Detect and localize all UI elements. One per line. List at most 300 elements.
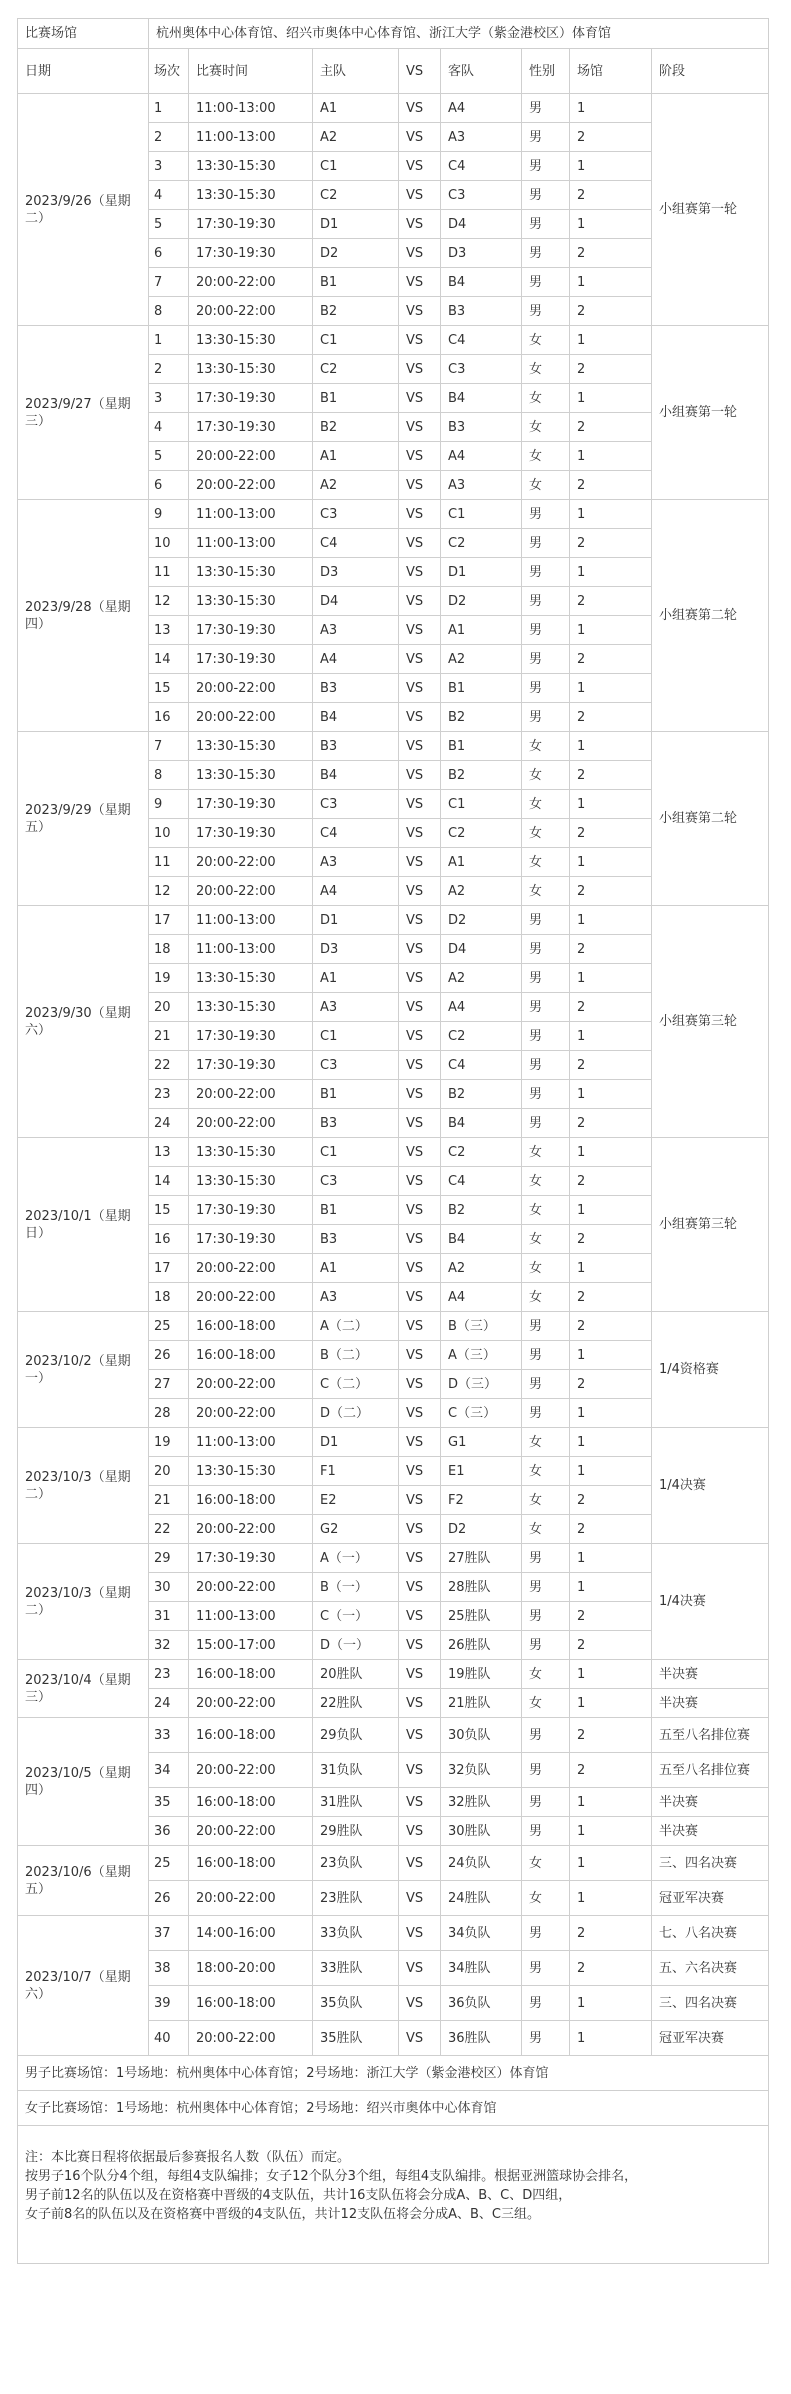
- venue-cell: 2: [570, 1225, 652, 1254]
- away-cell: D1: [441, 558, 522, 587]
- match-row: [18, 1718, 769, 1753]
- stage-cell: 小组赛第三轮: [652, 906, 769, 1138]
- time-cell: 20:00-22:00: [189, 1515, 313, 1544]
- time-cell: 17:30-19:30: [189, 1051, 313, 1080]
- venue-cell: 1: [570, 964, 652, 993]
- time-cell: 20:00-22:00: [189, 268, 313, 297]
- vs-cell: VS: [399, 442, 441, 471]
- away-cell: 32负队: [441, 1753, 522, 1788]
- no-cell: 7: [149, 268, 189, 297]
- away-cell: C4: [441, 152, 522, 181]
- stage-cell: 小组赛第一轮: [652, 94, 769, 326]
- gender-cell: 男: [522, 210, 570, 239]
- venue-cell: 2: [570, 239, 652, 268]
- vs-cell: VS: [399, 1399, 441, 1428]
- footnote-row: [18, 2126, 769, 2264]
- gender-cell: 男: [522, 152, 570, 181]
- venue-cell: 2: [570, 181, 652, 210]
- time-cell: 11:00-13:00: [189, 94, 313, 123]
- no-cell: 31: [149, 1602, 189, 1631]
- venue-cell: 1: [570, 2021, 652, 2056]
- vs-cell: VS: [399, 703, 441, 732]
- away-cell: 19胜队: [441, 1660, 522, 1689]
- no-cell: 22: [149, 1515, 189, 1544]
- gender-cell: 男: [522, 1573, 570, 1602]
- vs-cell: VS: [399, 1753, 441, 1788]
- home-cell: B2: [313, 413, 399, 442]
- home-cell: D1: [313, 1428, 399, 1457]
- time-cell: 17:30-19:30: [189, 384, 313, 413]
- gender-cell: 女: [522, 1689, 570, 1718]
- vs-cell: VS: [399, 761, 441, 790]
- gender-cell: 男: [522, 1753, 570, 1788]
- venue-cell: 1: [570, 500, 652, 529]
- no-cell: 2: [149, 355, 189, 384]
- home-cell: D1: [313, 906, 399, 935]
- venue-cell: 1: [570, 442, 652, 471]
- home-cell: 35胜队: [313, 2021, 399, 2056]
- match-row: [18, 1544, 769, 1573]
- time-cell: 13:30-15:30: [189, 355, 313, 384]
- away-cell: B3: [441, 413, 522, 442]
- no-cell: 26: [149, 1341, 189, 1370]
- venue-cell: 1: [570, 848, 652, 877]
- home-cell: 20胜队: [313, 1660, 399, 1689]
- away-cell: A1: [441, 848, 522, 877]
- no-cell: 11: [149, 558, 189, 587]
- time-cell: 11:00-13:00: [189, 529, 313, 558]
- gender-cell: 男: [522, 1986, 570, 2021]
- time-cell: 13:30-15:30: [189, 1138, 313, 1167]
- vs-cell: VS: [399, 1846, 441, 1881]
- home-cell: A4: [313, 645, 399, 674]
- home-cell: B3: [313, 732, 399, 761]
- away-cell: C2: [441, 529, 522, 558]
- home-cell: B1: [313, 1196, 399, 1225]
- time-cell: 20:00-22:00: [189, 297, 313, 326]
- venue-cell: 1: [570, 1788, 652, 1817]
- vs-cell: VS: [399, 1951, 441, 1986]
- vs-cell: VS: [399, 123, 441, 152]
- home-cell: C1: [313, 1022, 399, 1051]
- stage-cell: 半决赛: [652, 1660, 769, 1689]
- no-cell: 13: [149, 616, 189, 645]
- no-cell: 29: [149, 1544, 189, 1573]
- venue-cell: 1: [570, 1022, 652, 1051]
- time-cell: 16:00-18:00: [189, 1486, 313, 1515]
- vs-cell: VS: [399, 1457, 441, 1486]
- no-cell: 26: [149, 1881, 189, 1916]
- no-cell: 35: [149, 1788, 189, 1817]
- no-cell: 25: [149, 1312, 189, 1341]
- vs-cell: VS: [399, 674, 441, 703]
- venue-cell: 1: [570, 1428, 652, 1457]
- stage-cell: 半决赛: [652, 1788, 769, 1817]
- time-cell: 13:30-15:30: [189, 993, 313, 1022]
- away-cell: B4: [441, 1109, 522, 1138]
- col-venue: 场馆: [570, 49, 652, 94]
- home-cell: B3: [313, 674, 399, 703]
- no-cell: 4: [149, 413, 189, 442]
- gender-cell: 男: [522, 500, 570, 529]
- home-cell: A3: [313, 1283, 399, 1312]
- date-cell: 2023/10/3（星期二）: [18, 1428, 149, 1544]
- home-cell: D（二）: [313, 1399, 399, 1428]
- date-cell: 2023/10/3（星期二）: [18, 1544, 149, 1660]
- vs-cell: VS: [399, 355, 441, 384]
- no-cell: 37: [149, 1916, 189, 1951]
- gender-cell: 男: [522, 1109, 570, 1138]
- home-cell: A2: [313, 123, 399, 152]
- home-cell: C2: [313, 181, 399, 210]
- gender-cell: 女: [522, 877, 570, 906]
- vs-cell: VS: [399, 239, 441, 268]
- home-cell: G2: [313, 1515, 399, 1544]
- no-cell: 16: [149, 703, 189, 732]
- gender-cell: 男: [522, 703, 570, 732]
- no-cell: 12: [149, 587, 189, 616]
- away-cell: C4: [441, 1051, 522, 1080]
- vs-cell: VS: [399, 964, 441, 993]
- gender-cell: 男: [522, 645, 570, 674]
- away-cell: D2: [441, 587, 522, 616]
- venue-cell: 2: [570, 1951, 652, 1986]
- home-cell: C1: [313, 152, 399, 181]
- away-cell: B4: [441, 384, 522, 413]
- venue-cell: 1: [570, 1080, 652, 1109]
- venue-cell: 1: [570, 906, 652, 935]
- gender-cell: 男: [522, 1051, 570, 1080]
- venue-cell: 1: [570, 616, 652, 645]
- venue-value: 杭州奥体中心体育馆、绍兴市奥体中心体育馆、浙江大学（紫金港校区）体育馆: [149, 19, 769, 49]
- venue-cell: 1: [570, 1660, 652, 1689]
- home-cell: D（一）: [313, 1631, 399, 1660]
- home-cell: C1: [313, 326, 399, 355]
- away-cell: 36胜队: [441, 2021, 522, 2056]
- no-cell: 1: [149, 94, 189, 123]
- time-cell: 20:00-22:00: [189, 848, 313, 877]
- men-venues-note: 男子比赛场馆：1号场地：杭州奥体中心体育馆；2号场地：浙江大学（紫金港校区）体育馆: [18, 2056, 769, 2091]
- women-venues-row: [18, 2091, 769, 2126]
- vs-cell: VS: [399, 1718, 441, 1753]
- vs-cell: VS: [399, 94, 441, 123]
- time-cell: 20:00-22:00: [189, 1283, 313, 1312]
- time-cell: 16:00-18:00: [189, 1312, 313, 1341]
- vs-cell: VS: [399, 2021, 441, 2056]
- time-cell: 13:30-15:30: [189, 152, 313, 181]
- time-cell: 16:00-18:00: [189, 1986, 313, 2021]
- no-cell: 21: [149, 1486, 189, 1515]
- gender-cell: 男: [522, 181, 570, 210]
- venue-cell: 2: [570, 123, 652, 152]
- time-cell: 13:30-15:30: [189, 587, 313, 616]
- col-home: 主队: [313, 49, 399, 94]
- vs-cell: VS: [399, 413, 441, 442]
- venue-cell: 1: [570, 1399, 652, 1428]
- time-cell: 13:30-15:30: [189, 1457, 313, 1486]
- time-cell: 20:00-22:00: [189, 1753, 313, 1788]
- venue-cell: 2: [570, 1515, 652, 1544]
- venue-cell: 1: [570, 210, 652, 239]
- home-cell: B4: [313, 703, 399, 732]
- away-cell: A2: [441, 877, 522, 906]
- women-venues-note: 女子比赛场馆：1号场地：杭州奥体中心体育馆；2号场地：绍兴市奥体中心体育馆: [18, 2091, 769, 2126]
- gender-cell: 女: [522, 1225, 570, 1254]
- home-cell: C2: [313, 355, 399, 384]
- home-cell: 31负队: [313, 1753, 399, 1788]
- no-cell: 14: [149, 1167, 189, 1196]
- away-cell: B2: [441, 703, 522, 732]
- away-cell: A2: [441, 645, 522, 674]
- away-cell: A（三）: [441, 1341, 522, 1370]
- time-cell: 13:30-15:30: [189, 181, 313, 210]
- col-vs: VS: [399, 49, 441, 94]
- venue-cell: 2: [570, 1312, 652, 1341]
- away-cell: A2: [441, 964, 522, 993]
- vs-cell: VS: [399, 1428, 441, 1457]
- no-cell: 9: [149, 790, 189, 819]
- home-cell: 22胜队: [313, 1689, 399, 1718]
- vs-cell: VS: [399, 1109, 441, 1138]
- stage-cell: 三、四名决赛: [652, 1846, 769, 1881]
- date-cell: 2023/10/5（星期四）: [18, 1718, 149, 1846]
- no-cell: 12: [149, 877, 189, 906]
- no-cell: 5: [149, 442, 189, 471]
- home-cell: C1: [313, 1138, 399, 1167]
- match-row: [18, 1846, 769, 1881]
- gender-cell: 女: [522, 384, 570, 413]
- gender-cell: 女: [522, 1283, 570, 1312]
- away-cell: A4: [441, 442, 522, 471]
- match-row: [18, 326, 769, 355]
- no-cell: 6: [149, 471, 189, 500]
- away-cell: D（三）: [441, 1370, 522, 1399]
- vs-cell: VS: [399, 210, 441, 239]
- gender-cell: 女: [522, 1660, 570, 1689]
- gender-cell: 男: [522, 1817, 570, 1846]
- time-cell: 17:30-19:30: [189, 1196, 313, 1225]
- no-cell: 32: [149, 1631, 189, 1660]
- home-cell: A（二）: [313, 1312, 399, 1341]
- stage-cell: 小组赛第三轮: [652, 1138, 769, 1312]
- gender-cell: 男: [522, 2021, 570, 2056]
- venue-cell: 2: [570, 1602, 652, 1631]
- vs-cell: VS: [399, 732, 441, 761]
- time-cell: 11:00-13:00: [189, 123, 313, 152]
- vs-cell: VS: [399, 616, 441, 645]
- away-cell: C（三）: [441, 1399, 522, 1428]
- time-cell: 20:00-22:00: [189, 442, 313, 471]
- vs-cell: VS: [399, 1788, 441, 1817]
- away-cell: B2: [441, 1196, 522, 1225]
- gender-cell: 女: [522, 413, 570, 442]
- vs-cell: VS: [399, 1167, 441, 1196]
- away-cell: D4: [441, 210, 522, 239]
- away-cell: 36负队: [441, 1986, 522, 2021]
- date-cell: 2023/10/4（星期三）: [18, 1660, 149, 1718]
- away-cell: C1: [441, 790, 522, 819]
- col-away: 客队: [441, 49, 522, 94]
- gender-cell: 女: [522, 355, 570, 384]
- vs-cell: VS: [399, 471, 441, 500]
- home-cell: B1: [313, 268, 399, 297]
- venue-cell: 1: [570, 1881, 652, 1916]
- no-cell: 36: [149, 1817, 189, 1846]
- gender-cell: 男: [522, 993, 570, 1022]
- schedule-page: [17, 18, 768, 2264]
- no-cell: 39: [149, 1986, 189, 2021]
- venue-cell: 1: [570, 1196, 652, 1225]
- away-cell: 25胜队: [441, 1602, 522, 1631]
- gender-cell: 男: [522, 1370, 570, 1399]
- away-cell: 24负队: [441, 1846, 522, 1881]
- home-cell: 33负队: [313, 1916, 399, 1951]
- gender-cell: 女: [522, 1138, 570, 1167]
- stage-cell: 冠亚军决赛: [652, 1881, 769, 1916]
- match-row: [18, 1312, 769, 1341]
- no-cell: 14: [149, 645, 189, 674]
- away-cell: C4: [441, 1167, 522, 1196]
- vs-cell: VS: [399, 1689, 441, 1718]
- time-cell: 16:00-18:00: [189, 1846, 313, 1881]
- vs-cell: VS: [399, 558, 441, 587]
- away-cell: A2: [441, 1254, 522, 1283]
- away-cell: B4: [441, 1225, 522, 1254]
- time-cell: 11:00-13:00: [189, 1602, 313, 1631]
- date-cell: 2023/10/1（星期日）: [18, 1138, 149, 1312]
- home-cell: D3: [313, 558, 399, 587]
- vs-cell: VS: [399, 645, 441, 674]
- no-cell: 33: [149, 1718, 189, 1753]
- date-cell: 2023/10/6（星期五）: [18, 1846, 149, 1916]
- gender-cell: 男: [522, 1602, 570, 1631]
- vs-cell: VS: [399, 1254, 441, 1283]
- venue-cell: 1: [570, 1254, 652, 1283]
- venue-cell: 2: [570, 1283, 652, 1312]
- away-cell: C2: [441, 1022, 522, 1051]
- no-cell: 16: [149, 1225, 189, 1254]
- no-cell: 38: [149, 1951, 189, 1986]
- gender-cell: 男: [522, 1022, 570, 1051]
- gender-cell: 男: [522, 1341, 570, 1370]
- home-cell: 23负队: [313, 1846, 399, 1881]
- no-cell: 40: [149, 2021, 189, 2056]
- away-cell: F2: [441, 1486, 522, 1515]
- away-cell: C2: [441, 819, 522, 848]
- venue-cell: 1: [570, 732, 652, 761]
- no-cell: 17: [149, 1254, 189, 1283]
- away-cell: 21胜队: [441, 1689, 522, 1718]
- vs-cell: VS: [399, 1986, 441, 2021]
- no-cell: 21: [149, 1022, 189, 1051]
- venue-cell: 2: [570, 993, 652, 1022]
- away-cell: 30负队: [441, 1718, 522, 1753]
- men-venues-row: [18, 2056, 769, 2091]
- gender-cell: 女: [522, 442, 570, 471]
- home-cell: F1: [313, 1457, 399, 1486]
- no-cell: 15: [149, 1196, 189, 1225]
- venue-cell: 2: [570, 819, 652, 848]
- away-cell: B1: [441, 732, 522, 761]
- venue-cell: 1: [570, 94, 652, 123]
- home-cell: C（二）: [313, 1370, 399, 1399]
- vs-cell: VS: [399, 1881, 441, 1916]
- time-cell: 11:00-13:00: [189, 500, 313, 529]
- gender-cell: 男: [522, 1916, 570, 1951]
- time-cell: 15:00-17:00: [189, 1631, 313, 1660]
- away-cell: A3: [441, 471, 522, 500]
- vs-cell: VS: [399, 819, 441, 848]
- time-cell: 17:30-19:30: [189, 790, 313, 819]
- vs-cell: VS: [399, 1916, 441, 1951]
- venue-cell: 2: [570, 935, 652, 964]
- venue-label: 比赛场馆: [18, 19, 149, 49]
- time-cell: 20:00-22:00: [189, 1254, 313, 1283]
- vs-cell: VS: [399, 1573, 441, 1602]
- away-cell: 34胜队: [441, 1951, 522, 1986]
- match-row: [18, 94, 769, 123]
- gender-cell: 女: [522, 326, 570, 355]
- venue-cell: 2: [570, 1631, 652, 1660]
- venue-cell: 2: [570, 1486, 652, 1515]
- no-cell: 19: [149, 964, 189, 993]
- away-cell: 26胜队: [441, 1631, 522, 1660]
- schedule-notes: [18, 2056, 769, 2264]
- no-cell: 3: [149, 384, 189, 413]
- stage-cell: 1/4决赛: [652, 1544, 769, 1660]
- gender-cell: 男: [522, 616, 570, 645]
- gender-cell: 女: [522, 1846, 570, 1881]
- venue-cell: 1: [570, 1986, 652, 2021]
- no-cell: 24: [149, 1109, 189, 1138]
- venue-cell: 2: [570, 1916, 652, 1951]
- home-cell: B1: [313, 384, 399, 413]
- match-row: [18, 1916, 769, 1951]
- vs-cell: VS: [399, 877, 441, 906]
- no-cell: 7: [149, 732, 189, 761]
- vs-cell: VS: [399, 1312, 441, 1341]
- no-cell: 8: [149, 297, 189, 326]
- time-cell: 11:00-13:00: [189, 1428, 313, 1457]
- venue-cell: 2: [570, 1051, 652, 1080]
- time-cell: 17:30-19:30: [189, 819, 313, 848]
- time-cell: 16:00-18:00: [189, 1788, 313, 1817]
- stage-cell: 冠亚军决赛: [652, 2021, 769, 2056]
- away-cell: 30胜队: [441, 1817, 522, 1846]
- time-cell: 17:30-19:30: [189, 239, 313, 268]
- vs-cell: VS: [399, 1370, 441, 1399]
- time-cell: 13:30-15:30: [189, 964, 313, 993]
- vs-cell: VS: [399, 181, 441, 210]
- venue-cell: 2: [570, 645, 652, 674]
- stage-cell: 三、四名决赛: [652, 1986, 769, 2021]
- vs-cell: VS: [399, 906, 441, 935]
- footnote-line: 男子前12名的队伍以及在资格赛中晋级的4支队伍，共计16支队伍将会分成A、B、C、D四组，: [25, 2188, 572, 2203]
- away-cell: G1: [441, 1428, 522, 1457]
- venue-cell: 1: [570, 1457, 652, 1486]
- time-cell: 16:00-18:00: [189, 1341, 313, 1370]
- col-gender: 性别: [522, 49, 570, 94]
- no-cell: 28: [149, 1399, 189, 1428]
- stage-cell: 小组赛第二轮: [652, 500, 769, 732]
- gender-cell: 女: [522, 1254, 570, 1283]
- no-cell: 18: [149, 1283, 189, 1312]
- vs-cell: VS: [399, 529, 441, 558]
- stage-cell: 小组赛第一轮: [652, 326, 769, 500]
- col-time: 比赛时间: [189, 49, 313, 94]
- date-cell: 2023/10/7（星期六）: [18, 1916, 149, 2056]
- home-cell: B（一）: [313, 1573, 399, 1602]
